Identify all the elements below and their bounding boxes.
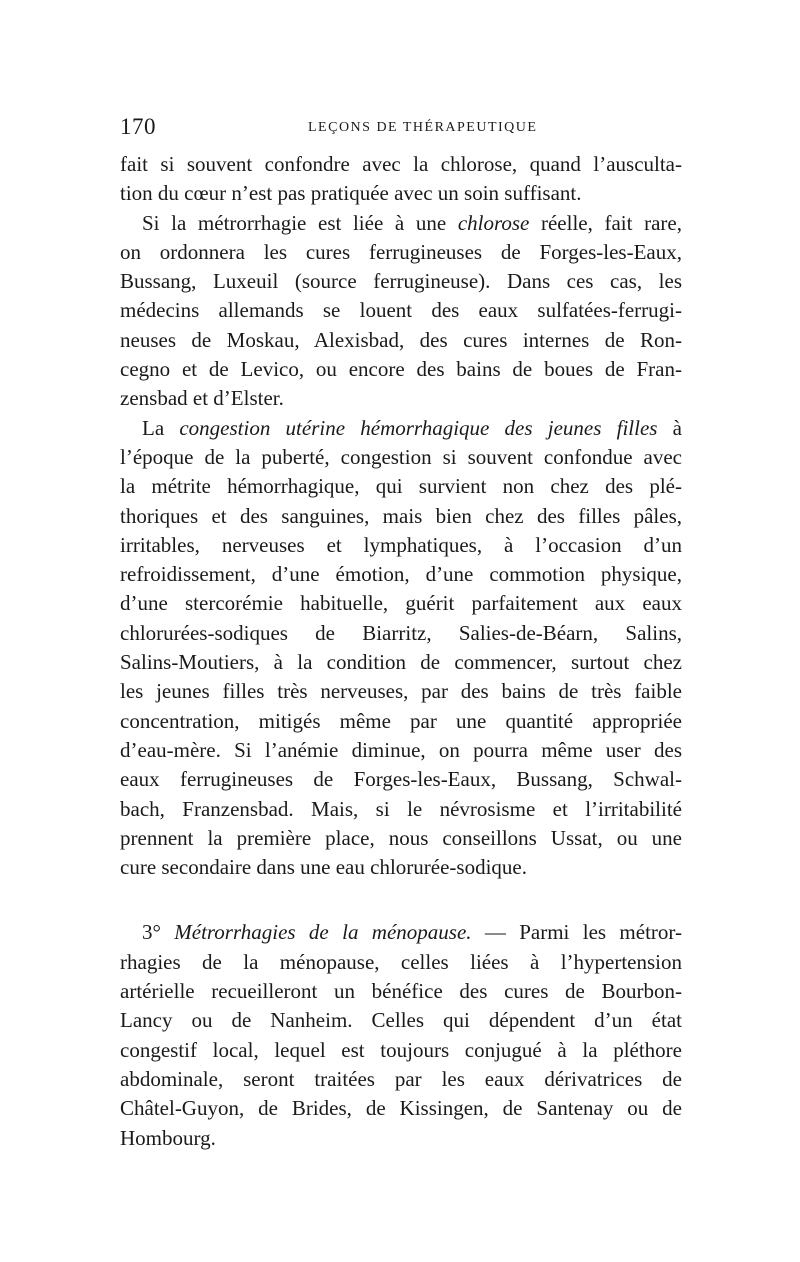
- text-line: l’époque de la puberté, congestion si souvent confondue avec: [120, 444, 682, 469]
- text-line: bach, Franzensbad. Mais, si le névrosisme et l’irritabilité: [120, 796, 682, 821]
- italic-phrase: chlorose: [457, 210, 530, 235]
- running-title: LEÇONS DE THÉRAPEUTIQUE: [308, 120, 538, 135]
- section-gap: [120, 882, 682, 918]
- text-line: médecins allemands se louent des eaux sulfatées-ferrugi-: [120, 298, 682, 323]
- text-line: artérielle recueilleront un bénéfice des cures de Bourbon-: [120, 979, 682, 1004]
- text-line: Salins-Moutiers, à la condition de commencer, surtout chez: [120, 650, 682, 675]
- text-line: abdominale, seront traitées par les eaux dérivatrices de: [120, 1066, 682, 1091]
- text-line: La congestion utérine hémorrhagique des jeunes filles à: [142, 415, 682, 440]
- text-line: cegno et de Levico, ou encore des bains de boues de Fran-: [120, 357, 682, 382]
- text-line: 3° Métrorrhagies de la ménopause. — Parmi les métror-: [142, 920, 682, 945]
- text-line: Lancy ou de Nanheim. Celles qui dépendent d’un état: [120, 1008, 682, 1033]
- text-line: d’une stercorémie habituelle, guérit parfaitement aux eaux: [120, 591, 682, 616]
- text-line: cure secondaire dans une eau chlorurée-sodique.: [120, 855, 527, 880]
- text-line: Bussang, Luxeuil (source ferrugineuse). Dans ces cas, les: [120, 269, 682, 294]
- text-line: les jeunes filles très nerveuses, par des bains de très faible: [120, 679, 682, 704]
- text-line: congestif local, lequel est toujours conjugué à la pléthore: [120, 1037, 682, 1062]
- text-line: prennent la première place, nous conseillons Ussat, ou une: [120, 825, 682, 850]
- text-line: d’eau-mère. Si l’anémie diminue, on pourra même user des: [120, 737, 682, 762]
- page-header: [120, 114, 680, 146]
- text-line: on ordonnera les cures ferrugineuses de Forges-les-Eaux,: [120, 239, 682, 264]
- italic-phrase: congestion utérine hémorrhagique des jeunes filles: [179, 415, 658, 440]
- paragraph-3: [120, 414, 682, 883]
- text-line: fait si souvent confondre avec la chlorose, quand l’ausculta-: [120, 152, 682, 176]
- paragraph-2: [120, 209, 682, 414]
- text-line: chlorurées-sodiques de Biarritz, Salies-de-Béarn, Salins,: [120, 620, 682, 645]
- text-line: zensbad et d’Elster.: [120, 386, 284, 411]
- text-line: refroidissement, d’une émotion, d’une commotion physique,: [120, 562, 682, 587]
- text-line: thoriques et des sanguines, mais bien chez des filles pâles,: [120, 503, 682, 528]
- text-line: Hombourg.: [120, 1125, 216, 1150]
- text-line: Châtel-Guyon, de Brides, de Kissingen, de Santenay ou de: [120, 1096, 682, 1121]
- text-line: Si la métrorrhagie est liée à une chlorose réelle, fait rare,: [142, 210, 682, 235]
- paragraph-1: [120, 150, 682, 209]
- text-line: la métrite hémorrhagique, qui survient non chez des plé-: [120, 474, 682, 499]
- text-line: irritables, nerveuses et lymphatiques, à l’occasion d’un: [120, 532, 682, 557]
- body-text: [120, 150, 682, 1153]
- text-line: tion du cœur n’est pas pratiquée avec un soin suffisant.: [120, 181, 582, 206]
- page-number: 170: [120, 114, 156, 139]
- text-line: concentration, mitigés même par une quantité appropriée: [120, 708, 682, 733]
- paragraph-4: [120, 918, 682, 1152]
- text-line: neuses de Moskau, Alexisbad, des cures internes de Ron-: [120, 327, 682, 352]
- text-line: eaux ferrugineuses de Forges-les-Eaux, Bussang, Schwal-: [120, 767, 682, 792]
- italic-phrase: Métrorrhagies de la ménopause.: [174, 920, 472, 945]
- text-line: rhagies de la ménopause, celles liées à l’hypertension: [120, 949, 682, 974]
